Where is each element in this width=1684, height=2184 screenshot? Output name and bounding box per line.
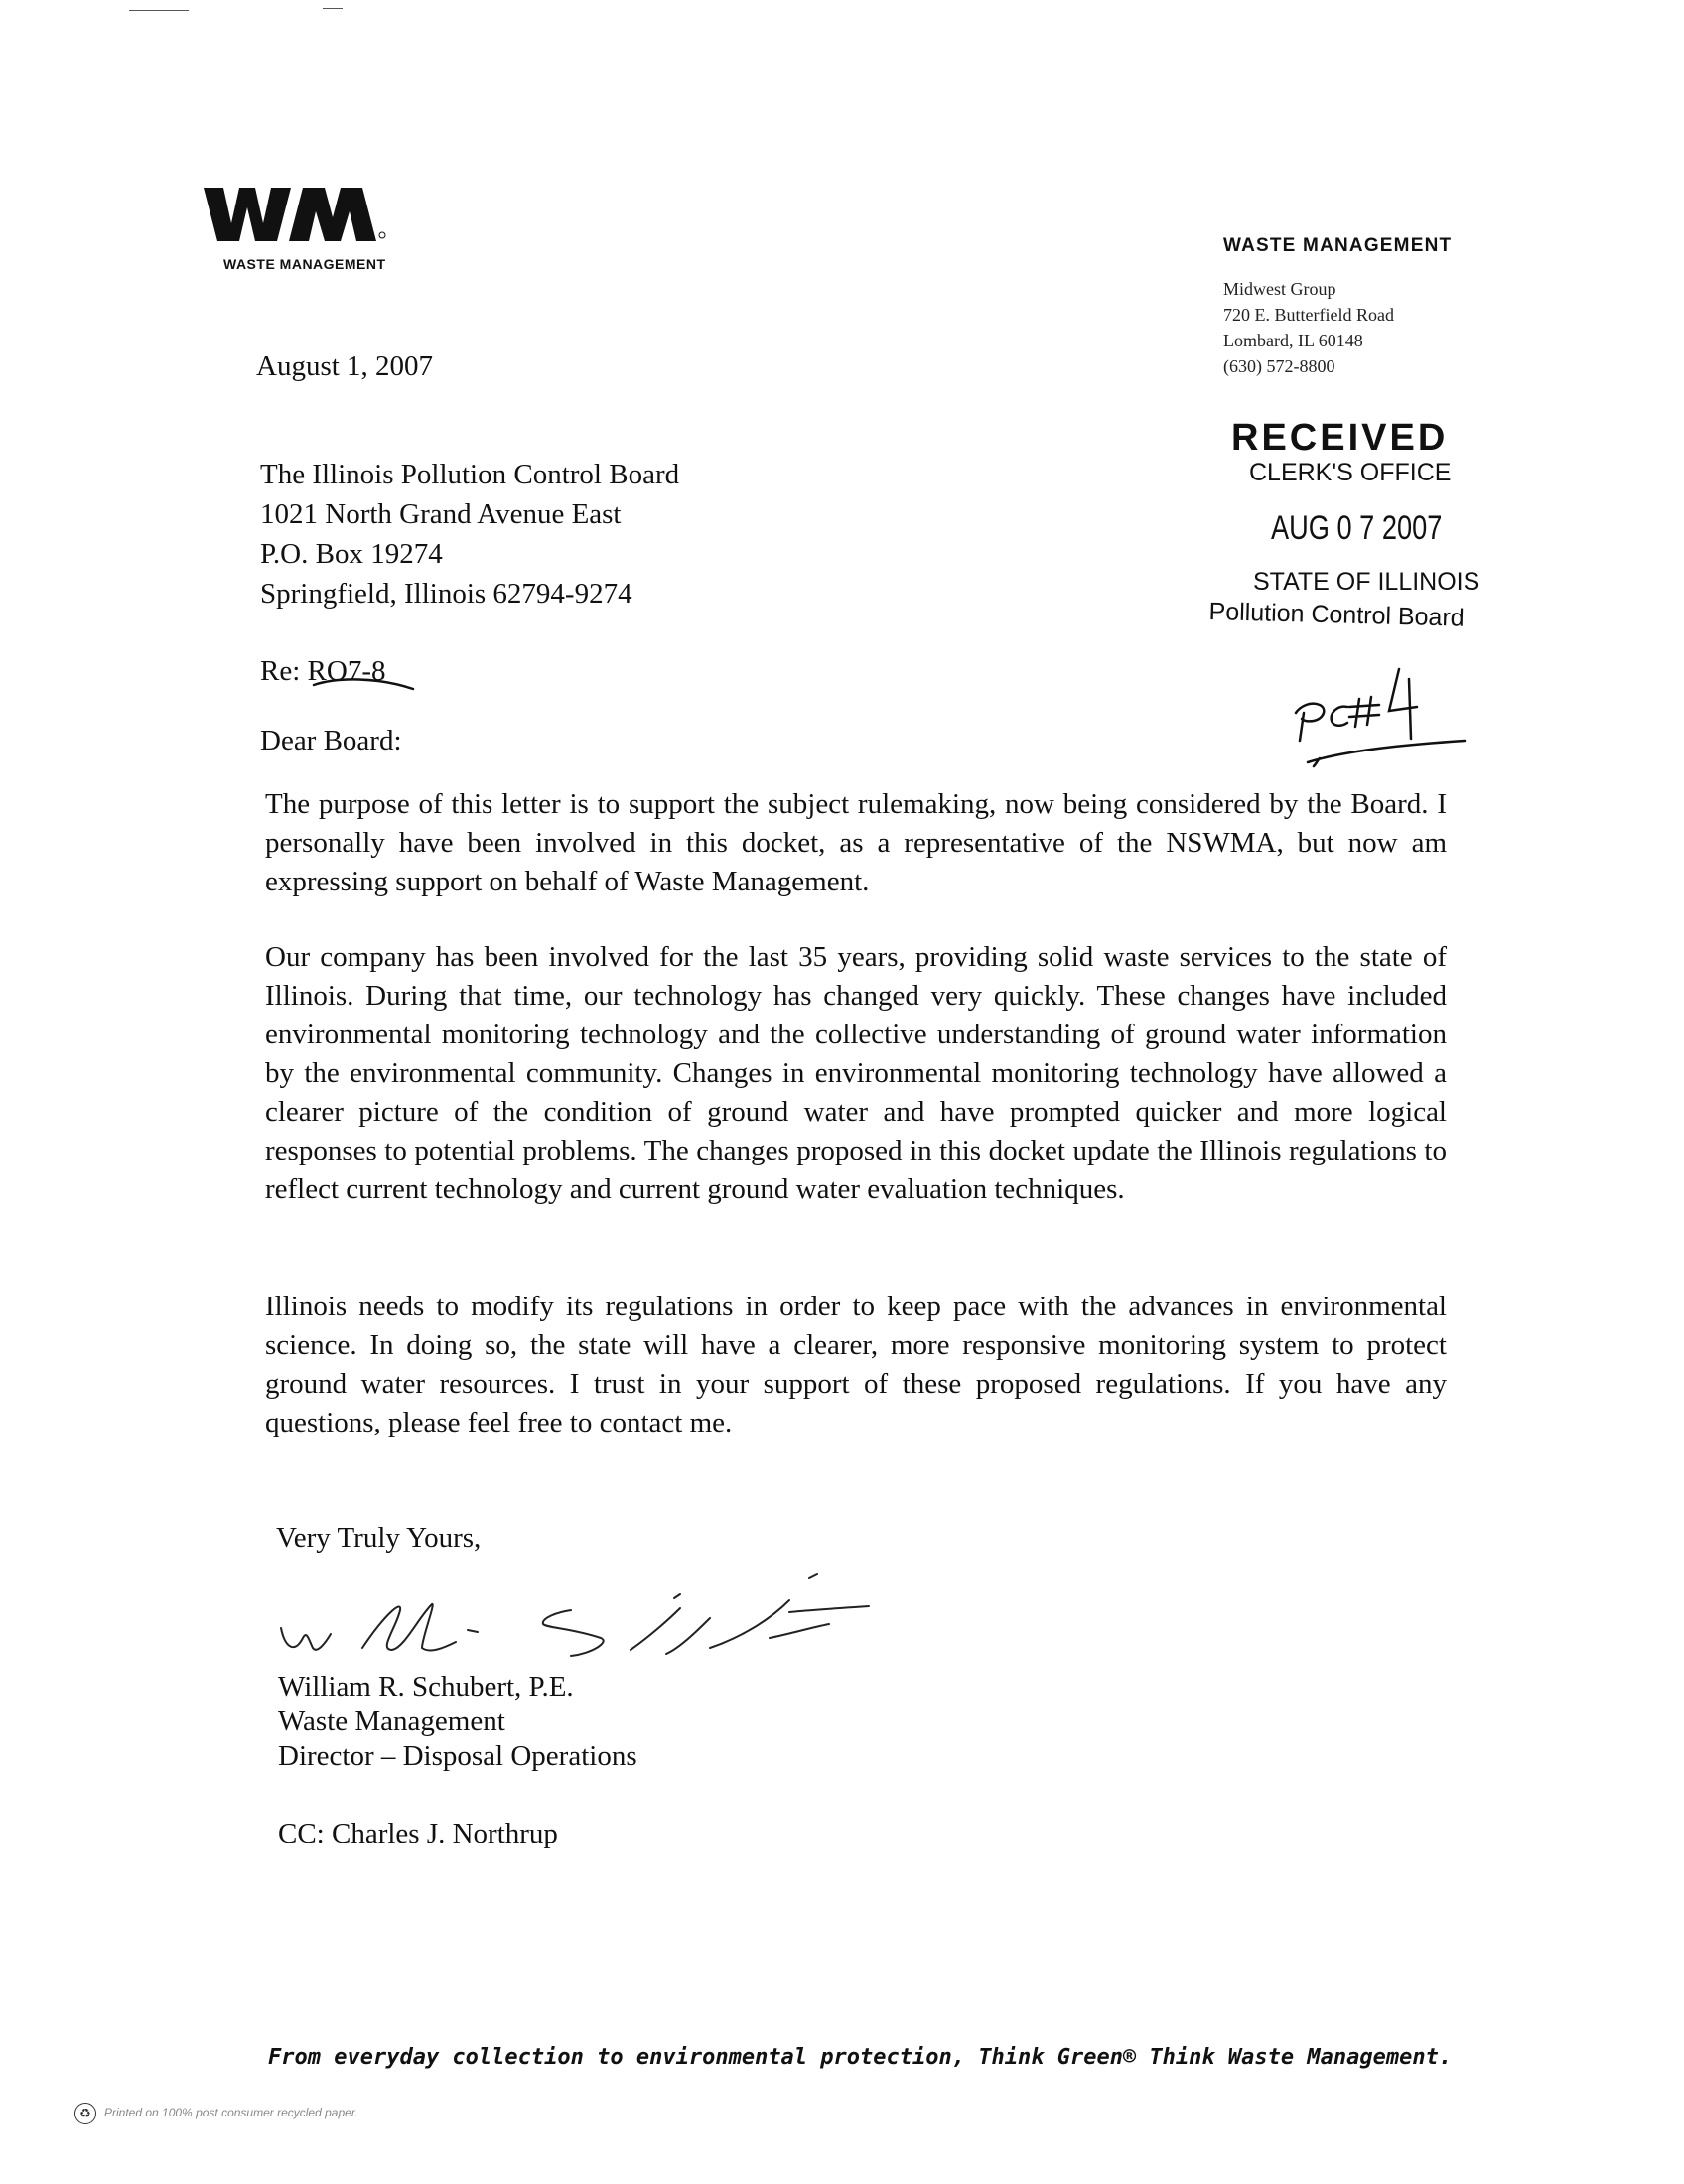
- stamp-state: STATE OF ILLINOIS: [1253, 568, 1480, 596]
- docket-number: RO7-8: [307, 655, 386, 687]
- logo-caption: WASTE MANAGEMENT: [223, 256, 386, 272]
- signer-company: Waste Management: [278, 1706, 505, 1737]
- stamp-received: RECEIVED: [1231, 417, 1449, 459]
- footer-tagline: From everyday collection to environmental protection, Think Green® Think Waste Management.: [268, 2045, 1453, 2070]
- address-line: (630) 572-8800: [1223, 356, 1335, 376]
- recipient-line: P.O. Box 19274: [260, 538, 443, 570]
- address-line: 720 E. Butterfield Road: [1223, 305, 1394, 325]
- received-stamp: [1201, 417, 1529, 655]
- recipient-line: 1021 North Grand Avenue East: [260, 498, 622, 530]
- re-label: Re:: [260, 655, 308, 687]
- body-paragraph: Illinois needs to modify its regulations in order to keep pace with the advances in environmental science. In doing so, the state will have a clearer, more responsive monitoring system to protect ground water resources. I trust in your support of these proposed regulations. If you have any questions, please feel free to contact me.: [265, 1291, 1447, 1438]
- address-line: Midwest Group: [1223, 279, 1336, 299]
- signer-name: William R. Schubert, P.E.: [278, 1671, 574, 1703]
- closing: Very Truly Yours,: [276, 1522, 482, 1554]
- salutation: Dear Board:: [260, 725, 402, 756]
- recycled-note-text: Printed on 100% post consumer recycled paper.: [104, 2106, 358, 2120]
- body-paragraph: The purpose of this letter is to support the subject rulemaking, now being considered by the Board. I personally have been involved in this docket, as a representative of the NSWMA, but now am expressing support on behalf of Waste Management.: [265, 788, 1447, 897]
- cc-line: CC: Charles J. Northrup: [278, 1818, 558, 1849]
- docket-underline: [298, 673, 427, 697]
- recipient-line: The Illinois Pollution Control Board: [260, 459, 680, 490]
- scan-mark: [323, 8, 343, 9]
- handwritten-signature: [273, 1559, 889, 1668]
- signature-block: [278, 1670, 637, 1774]
- stamp-date: AUG 0 7 2007: [1271, 509, 1443, 547]
- company-name: WASTE MANAGEMENT: [1223, 235, 1453, 256]
- recycled-note: [74, 2103, 358, 2124]
- stamp-clerk-office: CLERK'S OFFICE: [1249, 459, 1452, 486]
- recipient-address: [260, 455, 679, 614]
- body-paragraph: Our company has been involved for the last 35 years, providing solid waste services to the state of Illinois. During that time, our technology has changed very quickly. These changes have included environmental monitoring technology and the collective understanding of ground water information by the environmental community. Changes in environmental monitoring technology have allowed a clearer picture of the condition of ground water and have prompted quicker and more logical responses to potential problems. The changes proposed in this docket update the Illinois regulations to reflect current technology and current ground water evaluation techniques.: [265, 941, 1447, 1205]
- address-line: Lombard, IL 60148: [1223, 331, 1363, 350]
- recycle-icon: ♻: [74, 2103, 96, 2124]
- wm-logo-icon: [204, 184, 452, 243]
- stamp-board: Pollution Control Board: [1208, 598, 1466, 632]
- recipient-line: Springfield, Illinois 62794-9274: [260, 578, 632, 610]
- scan-mark: [129, 10, 189, 11]
- handwritten-pc4-mark: [1286, 655, 1504, 774]
- company-address: [1223, 276, 1394, 379]
- letter-date: August 1, 2007: [256, 350, 434, 382]
- signer-title: Director – Disposal Operations: [278, 1740, 637, 1772]
